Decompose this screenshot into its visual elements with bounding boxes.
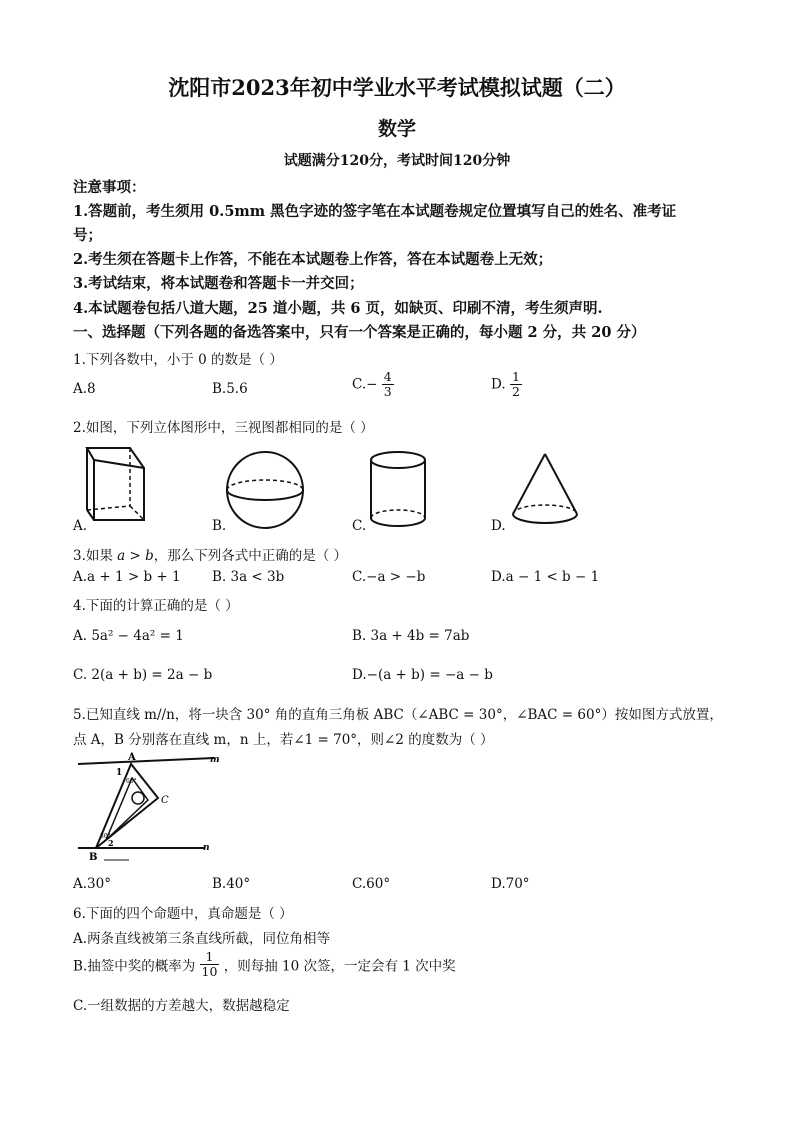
q5-option-b: B.40° xyxy=(212,876,251,892)
exam-info: 试题满分120分，考试时间120分钟 xyxy=(283,153,511,169)
fig-label-60: 60° xyxy=(126,778,137,785)
fig-label-B: B xyxy=(89,852,98,863)
q6-b-den: 10 xyxy=(201,964,218,979)
q3-option-a: A.a + 1 > b + 1 xyxy=(73,569,181,585)
note-4: 4.本试题卷包括八道大题，25 道小题，共 6 页，如缺页、印刷不清，考生须声明. xyxy=(73,300,603,317)
q1-d-fraction xyxy=(510,370,522,399)
q2-stem: 2.如图，下列立体图形中，三视图都相同的是（ ） xyxy=(73,420,374,436)
q1-c-den: 3 xyxy=(383,384,392,399)
q5-line2: 点 A，B 分别落在直线 m，n 上，若∠1 = 70°，则∠2 的度数为（ ） xyxy=(73,732,494,748)
exam-title: 沈阳市2023年初中学业水平考试模拟试题（二） xyxy=(168,75,626,100)
q1-option-c xyxy=(352,370,394,399)
section-1-heading: 一、选择题（下列各题的备选答案中，只有一个答案是正确的，每小题 2 分，共 20 分） xyxy=(73,324,646,341)
q2-option-d: D. xyxy=(491,518,506,534)
cylinder-figure xyxy=(365,448,435,534)
q5-option-c: C.60° xyxy=(352,876,391,892)
exam-subject: 数学 xyxy=(377,118,416,140)
fig-label-1: 1 xyxy=(116,768,123,778)
fig-label-m: m xyxy=(210,755,220,765)
q2-option-b: B. xyxy=(212,518,227,534)
q3-stem-math: a > b xyxy=(117,548,154,564)
fig-label-2: 2 xyxy=(108,838,114,848)
q1-c-fraction xyxy=(382,370,394,399)
notes-heading: 注意事项： xyxy=(73,179,146,196)
q5-triangle-figure xyxy=(74,750,224,870)
q1-stem: 1.下列各数中，小于 0 的数是（ ） xyxy=(73,352,283,368)
q1-d-prefix: D. xyxy=(491,376,506,393)
q4-option-c: C. 2(a + b) = 2a − b xyxy=(73,667,213,683)
q1-c-num: 4 xyxy=(383,369,392,384)
q4-option-d: D.−(a + b) = −a − b xyxy=(352,667,493,683)
q3-stem-prefix: 3.如果 xyxy=(73,548,118,564)
q3-option-c: C.−a > −b xyxy=(352,569,426,585)
q1-c-prefix: C.− xyxy=(352,376,378,393)
q6-b-suffix: ，则每抽 10 次签，一定会有 1 次中奖 xyxy=(223,958,456,975)
note-3: 3.考试结束，将本试题卷和答题卡一并交回； xyxy=(73,275,364,292)
q6-b-num: 1 xyxy=(200,950,220,965)
fig-label-30: 30° xyxy=(100,833,111,840)
note-2: 2.考生须在答题卡上作答，不能在本试题卷上作答，答在本试题卷上无效； xyxy=(73,251,553,268)
q6-b-prefix: B.抽签中奖的概率为 xyxy=(73,958,196,975)
q3-option-b: B. 3a < 3b xyxy=(212,569,285,585)
note-1b: 号； xyxy=(73,227,102,244)
q6-stem: 6.下面的四个命题中，真命题是（ ） xyxy=(73,906,293,922)
q5-option-d: D.70° xyxy=(491,876,530,892)
q1-d-den: 2 xyxy=(511,384,520,399)
fig-label-n: n xyxy=(203,843,210,853)
q1-d-num: 1 xyxy=(511,369,520,384)
q6-option-b xyxy=(73,950,456,979)
q5-option-a: A.30° xyxy=(73,876,111,892)
q5-line1: 5.已知直线 m//n，将一块含 30° 角的直角三角板 ABC（∠ABC = 30°，∠BAC = 60°）按如图方式放置， xyxy=(73,707,723,723)
q6-b-fraction xyxy=(200,950,220,979)
cone-figure xyxy=(505,448,585,534)
q6-option-c: C.一组数据的方差越大，数据越稳定 xyxy=(73,998,290,1014)
fig-label-C: C xyxy=(161,795,169,806)
q1-option-d xyxy=(491,370,522,399)
q3-option-d: D.a − 1 < b − 1 xyxy=(491,569,600,585)
q6-option-a: A.两条直线被第三条直线所截，同位角相等 xyxy=(73,931,331,947)
q3-stem-suffix: ，那么下列各式中正确的是（ ） xyxy=(153,548,348,564)
q4-option-a: A. 5a² − 4a² = 1 xyxy=(73,628,184,644)
q1-option-a: A.8 xyxy=(73,381,96,397)
note-1a: 1.答题前，考生须用 0.5mm 黑色字迹的签字笔在本试题卷规定位置填写自己的姓名、准考证 xyxy=(73,203,677,220)
q2-option-c: C. xyxy=(352,518,367,534)
q4-option-b: B. 3a + 4b = 7ab xyxy=(352,628,470,644)
q1-option-b: B.5.6 xyxy=(212,381,248,397)
fig-label-A: A xyxy=(128,752,136,763)
q2-option-a: A. xyxy=(73,518,88,534)
sphere-figure xyxy=(222,448,312,534)
q3-stem xyxy=(73,544,347,564)
q4-stem: 4.下面的计算正确的是（ ） xyxy=(73,598,239,614)
